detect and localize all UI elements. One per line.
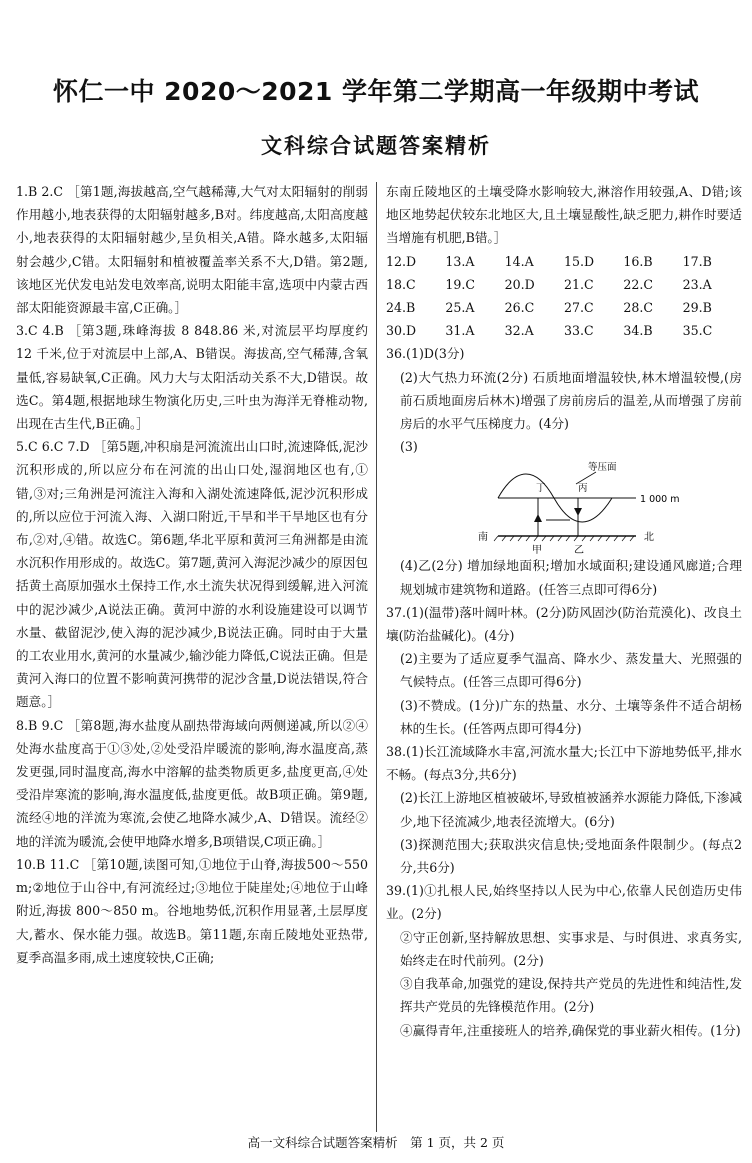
answer-item: 29.B [682, 300, 712, 316]
q36-part3: (3) [400, 439, 418, 455]
answer-item: 12.D [386, 253, 417, 269]
answer-item: 28.C [623, 300, 653, 316]
answer-item: 20.D [504, 276, 535, 292]
label-jia: 甲 [532, 545, 542, 555]
altitude-label: 1 000 m [640, 494, 680, 506]
q38-part1: 38.(1)长江流域降水丰富,河流水量大;长江中下游地势低平,排水不畅。(每点3分,共6分) [386, 744, 742, 783]
page-title: 怀仁一中 2020～2021 学年第二学期高一年级期中考试 [52, 77, 700, 106]
answer-item: 17.B [682, 253, 712, 269]
thermal-circulation-diagram [386, 458, 742, 554]
answer-item: 35.C [682, 323, 713, 339]
q37-part1: 37.(1)(温带)落叶阔叶林。(2分)防风固沙(防治荒漠化)、改良土壤(防治盐碱化)。(4分) [386, 604, 742, 644]
answer-item: 30.D [386, 323, 417, 339]
answer-1-2: 1.B 2.C ［第1题,海拔越高,空气越稀薄,大气对太阳辐射的削弱作用越小,地表获得的太阳辐射越多,B对。纬度越高,太阳高度越小,地表获得的太阳辐射越少,呈负相关,A错。降水越多,太阳辐射会越少,C错。太阳辐射和植被覆盖率关系不大,D错。第2题,该地区光伏发电站发电效率高,说明太阳能丰富,选项中内蒙古西部太阳能资源最丰富,C正确。］ [16, 184, 368, 316]
q39-part3: ③自我革命,加强党的建设,保持共产党员的先进性和纯洁性,发挥共产党员的先锋模范作用。(2分) [400, 976, 742, 1015]
answer-item: 27.C [563, 300, 594, 316]
answer-3-4: 3.C 4.B ［第3题,珠峰海拔 8 848.86 米,对流层平均厚度约 12 千米,位于对流层中上部,A、B错误。海拔高,空气稀薄,含氧量低,容易缺氧,C正确。风力大与太阳活动关系不大,D错误。故选C。第4题,根据地球生物演化历史,三叶虫为海洋无脊椎动物,出现在古生代,B正确。］ [16, 323, 368, 432]
isobar-label: 等压面 [588, 462, 617, 474]
answer-item: 34.B [623, 323, 653, 339]
answer-item: 26.C [504, 300, 535, 316]
answer-item: 22.C [623, 276, 653, 292]
right-column [386, 180, 742, 1042]
q36-part2: (2)大气热力环流(2分) 石质地面增温较快,林木增温较慢,(房前石质地面房后林木)增强了房前房后的温差,从而增强了房前房后的水平气压梯度力。(4分) [400, 369, 742, 432]
q39-part1: 39.(1)①扎根人民,始终坚持以人民为中心,依靠人民创造历史伟业。(2分) [386, 883, 742, 922]
answer-item: 16.B [623, 253, 653, 269]
south-label: 南 [478, 532, 488, 544]
answers-grid [386, 250, 742, 343]
q39-part2: ②守正创新,坚持解放思想、实事求是、与时俱进、求真务实,始终走在时代前列。(2分) [400, 929, 742, 968]
ground-hatching [494, 536, 634, 541]
answer-10-11: 10.B 11.C ［第10题,读图可知,①地位于山脊,海拔500～550 m;②地位于山谷中,有河流经过;③地位于陡崖处;④地位于山峰附近,海拔 800～850 m。谷地地势低,沉积作用显著,土层厚度大,蓄水、保水能力强。故选B。第11题,东南丘陵地处亚热带,夏季高温多雨,成土速度较快,C正确; [16, 856, 368, 965]
q38-part2: (2)长江上游地区植被破坏,导致植被涵养水源能力降低,下渗减少,地下径流减少,地表径流增大。(6分) [400, 790, 742, 829]
answer-item: 13.A [445, 253, 475, 269]
answer-5-7: 5.C 6.C 7.D ［第5题,冲积扇是河流流出山口时,流速降低,泥沙沉积形成的,所以应分布在河流的出山口处,湿润地区也有,①错,③对;三角洲是河流注入海和入湖处流速降低,泥沙沉积形成的,所以应位于河流入海、入湖口附近,干旱和半干旱地区也有分布,②对,④错。故选C。第6题,华北平原和黄河三角洲都是由流水沉积作用形成的。故选C。第7题,黄河入海泥沙减少的原因包括黄土高原加强水土保持工作,水土流失状况得到缓解,进入河流中的泥沙减少,A说法正确。黄河中游的水利设施建设可以调节水量、截留泥沙,使入海的泥沙减少,B说法正确。同时由于大量的工农业用水,黄河的水量减少,输沙能力降低,C说法正确。但是黄河入海口的位置不影响黄河携带的泥沙含量,D说法错误,符合题意。］ [16, 439, 368, 710]
answer-item: 31.A [445, 323, 475, 339]
label-bing: 丙 [578, 483, 588, 495]
page-footer: 高一文科综合试题答案精析 第 1 页，共 2 页 [247, 1135, 505, 1150]
q37-part3: (3)不赞成。(1分)广东的热量、水分、土壤等条件不适合胡杨林的生长。(任答两点即可得4分) [400, 697, 742, 736]
answer-item: 14.A [504, 253, 534, 269]
answer-item: 33.C [563, 323, 594, 339]
answer-item: 23.A [682, 276, 712, 292]
column-divider [376, 182, 377, 1132]
north-label: 北 [644, 532, 654, 544]
answer-item: 25.A [445, 300, 475, 316]
answer-item: 32.A [504, 323, 534, 339]
answer-item: 19.C [445, 276, 475, 292]
page-subtitle: 文科综合试题答案精析 [261, 134, 491, 158]
q36-part4: (4)乙(2分) 增加绿地面积;增加水域面积;建设通风廊道;合理规划城市建筑物和道路。(任答三点即可得6分) [400, 558, 742, 597]
q39-part4: ④赢得青年,注重接班人的培养,确保党的事业薪火相传。(1分) [400, 1022, 741, 1038]
label-yi: 乙 [574, 545, 584, 555]
left-column [16, 180, 368, 969]
left-flow-arrow [534, 514, 542, 522]
q37-part2: (2)主要为了适应夏季气温高、降水少、蒸发量大、光照强的气候特点。(任答三点即可得6分) [400, 651, 742, 690]
label-ding: 丁 [536, 483, 546, 495]
answer-11-continued: 东南丘陵地区的土壤受降水影响较大,淋溶作用较强,A、D错;该地区地势起伏较东北地区大,且土壤显酸性,缺乏肥力,耕作时要适当增施有机肥,B错。］ [386, 184, 742, 246]
answer-8-9: 8.B 9.C ［第8题,海水盐度从副热带海域向两侧递减,所以②④处海水盐度高于①③处,②处受沿岸暖流的影响,海水温度高,蒸发更强,同时温度高,海水中溶解的盐类物质更多,盐度更高,④处受沿岸寒流的影响,海水温度低,盐度更低。故B项正确。第9题,流经④地的洋流为寒流,会使乙地降水减少,A、D错误。流经②地的洋流为暖流,会使甲地降水增多,B项错误,C项正确。］ [16, 717, 368, 849]
answer-item: 15.D [563, 253, 595, 269]
right-flow-arrow [574, 508, 582, 516]
q38-part3: (3)探测范围大;获取洪灾信息快;受地面条件限制少。(每点2分,共6分) [400, 836, 742, 876]
answer-item: 24.B [386, 300, 416, 316]
q36-part1: 36.(1)D(3分) [386, 346, 465, 362]
answer-item: 21.C [563, 276, 594, 292]
answer-item: 18.C [386, 276, 416, 292]
